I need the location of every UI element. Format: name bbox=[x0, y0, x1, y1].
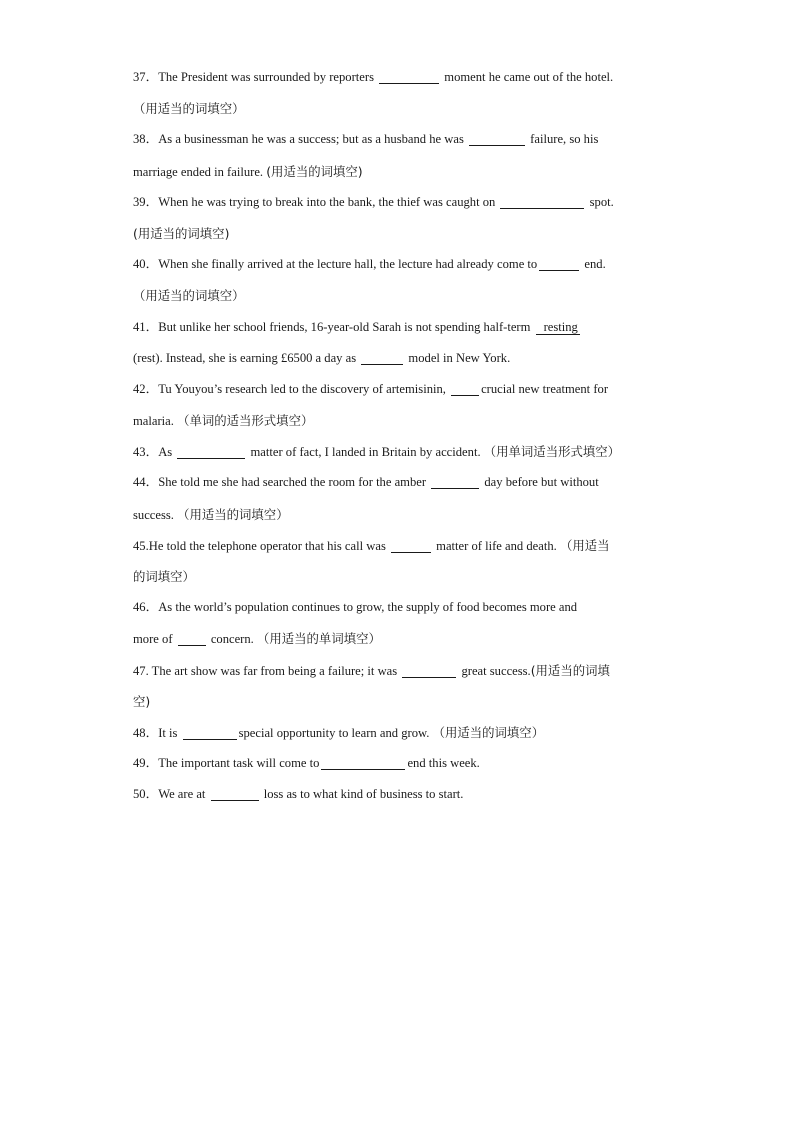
question-line bbox=[133, 748, 663, 779]
question-text: matter of life and death. bbox=[433, 538, 560, 553]
answer-blank bbox=[178, 631, 206, 646]
question-line bbox=[133, 249, 663, 280]
question-line bbox=[133, 343, 663, 374]
question-text: 40．When she finally arrived at the lecture hall, the lecture had already come to bbox=[133, 257, 538, 272]
instruction-text: （用适当的单词填空） bbox=[256, 631, 381, 647]
question-item bbox=[133, 748, 663, 779]
question-line bbox=[133, 312, 663, 343]
filled-answer: resting bbox=[536, 320, 580, 335]
question-text: crucial new treatment for bbox=[481, 381, 609, 396]
answer-blank bbox=[451, 381, 479, 396]
question-text: 46．As the world’s population continues to grow, the supply of food becomes more and bbox=[133, 600, 578, 615]
instruction-text: （用单词适当形式填空） bbox=[483, 444, 621, 460]
question-line bbox=[133, 779, 663, 810]
question-line bbox=[133, 561, 663, 592]
instruction-text: 空) bbox=[133, 693, 151, 709]
question-text: loss as to what kind of business to start. bbox=[260, 787, 464, 802]
answer-blank bbox=[391, 538, 431, 553]
instruction-text: (用适当的词填空) bbox=[266, 163, 363, 179]
question-text: special opportunity to learn and grow. bbox=[238, 725, 433, 740]
question-item bbox=[133, 779, 663, 810]
question-item bbox=[133, 249, 663, 311]
answer-blank bbox=[500, 194, 584, 209]
question-text: end. bbox=[581, 257, 606, 272]
question-line bbox=[133, 187, 663, 218]
question-text: success. bbox=[133, 507, 178, 522]
answer-blank bbox=[539, 256, 579, 271]
question-line bbox=[133, 686, 663, 717]
question-text: spot. bbox=[586, 194, 614, 209]
question-line bbox=[133, 405, 663, 436]
question-item bbox=[133, 187, 663, 249]
question-text: 39．When he was trying to break into the bank, the thief was caught on bbox=[133, 194, 499, 209]
question-item bbox=[133, 592, 663, 654]
question-text: 49．The important task will come to bbox=[133, 756, 320, 771]
question-text: model in New York. bbox=[405, 350, 511, 365]
answer-blank bbox=[321, 755, 405, 770]
answer-blank bbox=[177, 444, 245, 459]
question-line bbox=[133, 218, 663, 249]
question-text: 45.He told the telephone operator that his call was bbox=[133, 538, 389, 553]
question-line bbox=[133, 499, 663, 530]
question-item bbox=[133, 436, 663, 467]
question-line bbox=[133, 655, 663, 686]
question-text: 42．Tu Youyou’s research led to the discovery of artemisinin, bbox=[133, 381, 450, 396]
answer-blank bbox=[211, 786, 259, 801]
question-text: marriage ended in failure. bbox=[133, 164, 267, 179]
question-text: (rest). Instead, she is earning £6500 a day as bbox=[133, 350, 360, 365]
question-item bbox=[133, 530, 663, 592]
instruction-text: (用适当的词填空) bbox=[133, 225, 230, 241]
question-text: 37．The President was surrounded by reporters bbox=[133, 70, 378, 84]
question-text: moment he came out of the hotel. bbox=[441, 70, 614, 84]
question-line bbox=[133, 530, 663, 561]
question-line bbox=[133, 93, 663, 124]
question-item bbox=[133, 717, 663, 748]
question-text: day before but without bbox=[481, 475, 599, 490]
question-text: 43．As bbox=[133, 445, 176, 460]
question-line bbox=[133, 62, 663, 93]
answer-blank bbox=[402, 663, 456, 678]
instruction-text: （用适当的词填空） bbox=[133, 288, 245, 304]
answer-blank bbox=[431, 474, 479, 489]
question-line bbox=[133, 623, 663, 654]
instruction-text: （用适当的词填空） bbox=[177, 506, 289, 522]
instruction-text: （用适当 bbox=[559, 537, 610, 553]
instruction-text: （单词的适当形式填空） bbox=[177, 413, 314, 429]
question-text: 38．As a businessman he was a success; but as a husband he was bbox=[133, 132, 468, 147]
question-line bbox=[133, 467, 663, 498]
answer-blank bbox=[361, 350, 403, 365]
answer-blank bbox=[379, 69, 439, 84]
instruction-text: （用适当的词填空） bbox=[432, 724, 545, 740]
question-text: 41．But unlike her school friends, 16-year-old Sarah is not spending half-term bbox=[133, 319, 534, 334]
question-line bbox=[133, 717, 663, 748]
question-item bbox=[133, 312, 663, 374]
question-line bbox=[133, 156, 663, 187]
question-line bbox=[133, 124, 663, 155]
question-item bbox=[133, 374, 663, 436]
question-line bbox=[133, 280, 663, 311]
question-text: more of bbox=[133, 632, 176, 647]
question-text: matter of fact, I landed in Britain by accident. bbox=[247, 445, 484, 460]
answer-blank bbox=[469, 131, 525, 146]
question-text: 48．It is bbox=[133, 725, 181, 740]
instruction-text: (用适当的词填 bbox=[530, 662, 610, 678]
question-line bbox=[133, 436, 663, 467]
question-item bbox=[133, 62, 663, 124]
question-text: 50．We are at bbox=[133, 787, 209, 802]
question-list bbox=[133, 62, 663, 811]
answer-blank bbox=[183, 725, 237, 740]
question-item bbox=[133, 467, 663, 529]
question-text: concern. bbox=[207, 632, 257, 647]
question-item bbox=[133, 655, 663, 717]
instruction-text: （用适当的词填空） bbox=[133, 101, 245, 117]
question-text: 44．She told me she had searched the room for the amber bbox=[133, 475, 430, 490]
question-line bbox=[133, 374, 663, 405]
question-item bbox=[133, 124, 663, 186]
question-text: 47. The art show was far from being a failure; it was bbox=[133, 663, 401, 678]
question-text: malaria. bbox=[133, 414, 178, 429]
question-line bbox=[133, 592, 663, 623]
question-text: end this week. bbox=[407, 756, 480, 771]
question-text: failure, so his bbox=[527, 132, 599, 147]
question-text: great success. bbox=[458, 663, 531, 678]
instruction-text: 的词填空） bbox=[133, 569, 195, 584]
